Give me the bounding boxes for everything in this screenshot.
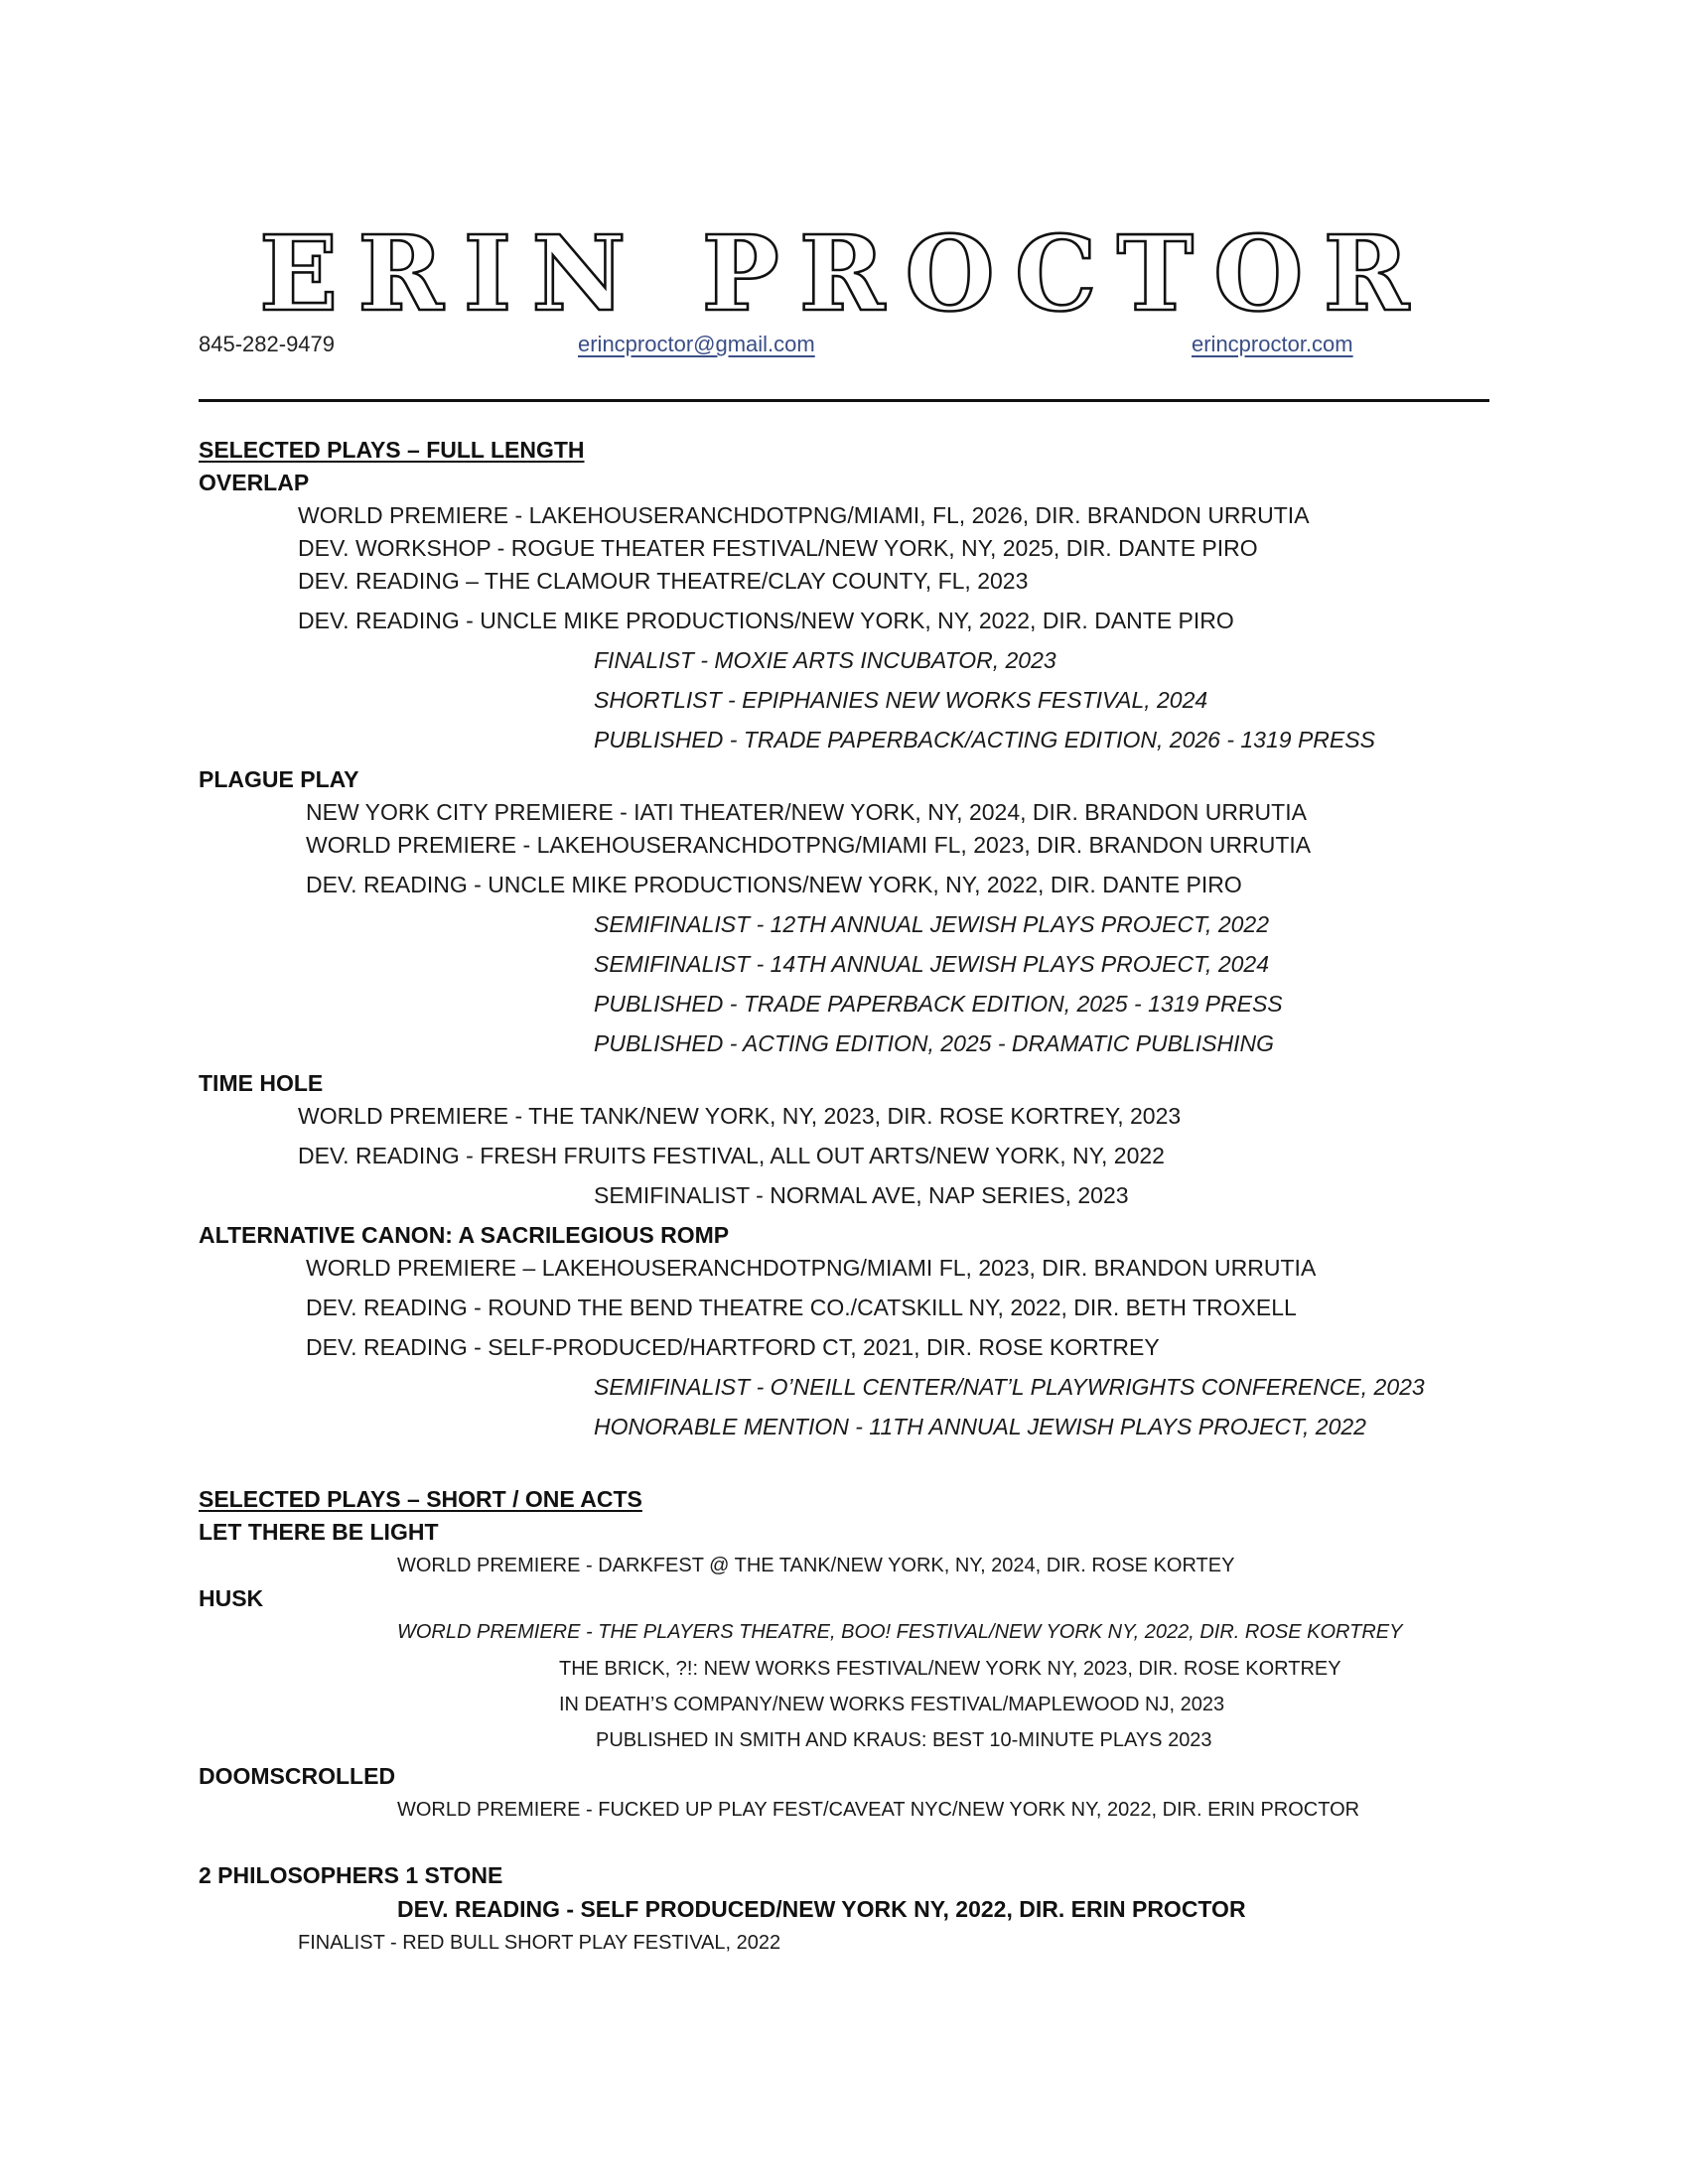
website-link[interactable]: erincproctor.com <box>1192 332 1353 356</box>
production-entry: NEW YORK CITY PREMIERE - IATI THEATER/NEW YORK, NY, 2024, DIR. BRANDON URRUTIA <box>306 799 1307 825</box>
production-entry: DEV. READING – THE CLAMOUR THEATRE/CLAY COUNTY, FL, 2023 <box>298 568 1029 594</box>
production-entry: DEV. READING - FRESH FRUITS FESTIVAL, ALL OUT ARTS/NEW YORK, NY, 2022 <box>298 1143 1165 1168</box>
production-entry: WORLD PREMIERE - LAKEHOUSERANCHDOTPNG/MIAMI, FL, 2026, DIR. BRANDON URRUTIA <box>298 502 1310 528</box>
play-title-plague-play: PLAGUE PLAY <box>199 766 359 792</box>
award-entry: FINALIST - RED BULL SHORT PLAY FESTIVAL, 2022 <box>298 1932 781 1954</box>
play-title-alternative-canon: ALTERNATIVE CANON: A SACRILEGIOUS ROMP <box>199 1222 730 1248</box>
email-link[interactable]: erincproctor@gmail.com <box>578 332 815 356</box>
award-entry: SEMIFINALIST - NORMAL AVE, NAP SERIES, 2023 <box>594 1182 1129 1208</box>
name-logo-text: ERIN PROCTOR <box>258 212 1430 335</box>
award-entry: SEMIFINALIST - O’NEILL CENTER/NAT’L PLAYWRIGHTS CONFERENCE, 2023 <box>594 1374 1425 1400</box>
play-title-time-hole: TIME HOLE <box>199 1070 324 1096</box>
award-entry: SEMIFINALIST - 12TH ANNUAL JEWISH PLAYS PROJECT, 2022 <box>594 911 1269 937</box>
production-entry: DEV. READING - SELF PRODUCED/NEW YORK NY, 2022, DIR. ERIN PROCTOR <box>397 1896 1246 1922</box>
award-entry: PUBLISHED - TRADE PAPERBACK/ACTING EDITION, 2026 - 1319 PRESS <box>594 727 1375 752</box>
production-entry: DEV. READING - SELF-PRODUCED/HARTFORD CT, 2021, DIR. ROSE KORTREY <box>306 1334 1160 1360</box>
award-entry: PUBLISHED - TRADE PAPERBACK EDITION, 2025 - 1319 PRESS <box>594 991 1283 1017</box>
play-title-doomscrolled: DOOMSCROLLED <box>199 1763 396 1789</box>
play-title-overlap: OVERLAP <box>199 470 310 495</box>
award-entry: SHORTLIST - EPIPHANIES NEW WORKS FESTIVAL, 2024 <box>594 687 1208 713</box>
award-entry: FINALIST - MOXIE ARTS INCUBATOR, 2023 <box>594 647 1056 673</box>
production-entry: IN DEATH’S COMPANY/NEW WORKS FESTIVAL/MAPLEWOOD NJ, 2023 <box>559 1694 1225 1715</box>
play-title-husk: HUSK <box>199 1585 264 1611</box>
header-divider <box>199 399 1489 402</box>
production-entry: THE BRICK, ?!: NEW WORKS FESTIVAL/NEW YORK NY, 2023, DIR. ROSE KORTREY <box>559 1658 1341 1680</box>
play-title-let-there-be-light: LET THERE BE LIGHT <box>199 1519 439 1545</box>
play-title-2-philosophers-1-stone: 2 PHILOSOPHERS 1 STONE <box>199 1862 503 1888</box>
production-entry: WORLD PREMIERE - LAKEHOUSERANCHDOTPNG/MIAMI FL, 2023, DIR. BRANDON URRUTIA <box>306 832 1312 858</box>
production-entry: DEV. WORKSHOP - ROGUE THEATER FESTIVAL/NEW YORK, NY, 2025, DIR. DANTE PIRO <box>298 535 1258 561</box>
award-entry: HONORABLE MENTION - 11TH ANNUAL JEWISH PLAYS PROJECT, 2022 <box>594 1414 1366 1439</box>
section-title-short-plays: SELECTED PLAYS – SHORT / ONE ACTS <box>199 1486 642 1512</box>
production-entry: DEV. READING - UNCLE MIKE PRODUCTIONS/NEW YORK, NY, 2022, DIR. DANTE PIRO <box>298 608 1234 633</box>
production-entry: DEV. READING - ROUND THE BEND THEATRE CO./CATSKILL NY, 2022, DIR. BETH TROXELL <box>306 1295 1297 1320</box>
production-entry: WORLD PREMIERE - FUCKED UP PLAY FEST/CAVEAT NYC/NEW YORK NY, 2022, DIR. ERIN PROCTOR <box>397 1799 1360 1821</box>
award-entry: PUBLISHED - ACTING EDITION, 2025 - DRAMATIC PUBLISHING <box>594 1030 1275 1056</box>
production-entry: WORLD PREMIERE - THE TANK/NEW YORK, NY, 2023, DIR. ROSE KORTREY, 2023 <box>298 1103 1182 1129</box>
production-entry: WORLD PREMIERE - THE PLAYERS THEATRE, BOO! FESTIVAL/NEW YORK NY, 2022, DIR. ROSE KORTREY <box>397 1621 1403 1643</box>
phone-number: 845-282-9479 <box>199 332 336 356</box>
name-logo <box>258 210 1430 335</box>
production-entry: WORLD PREMIERE – LAKEHOUSERANCHDOTPNG/MIAMI FL, 2023, DIR. BRANDON URRUTIA <box>306 1255 1317 1281</box>
production-entry: DEV. READING - UNCLE MIKE PRODUCTIONS/NEW YORK, NY, 2022, DIR. DANTE PIRO <box>306 872 1242 897</box>
production-entry: WORLD PREMIERE - DARKFEST @ THE TANK/NEW YORK, NY, 2024, DIR. ROSE KORTEY <box>397 1555 1235 1576</box>
production-entry: PUBLISHED IN SMITH AND KRAUS: BEST 10-MINUTE PLAYS 2023 <box>596 1729 1212 1751</box>
section-title-full-length: SELECTED PLAYS – FULL LENGTH <box>199 437 585 463</box>
award-entry: SEMIFINALIST - 14TH ANNUAL JEWISH PLAYS PROJECT, 2024 <box>594 951 1269 977</box>
